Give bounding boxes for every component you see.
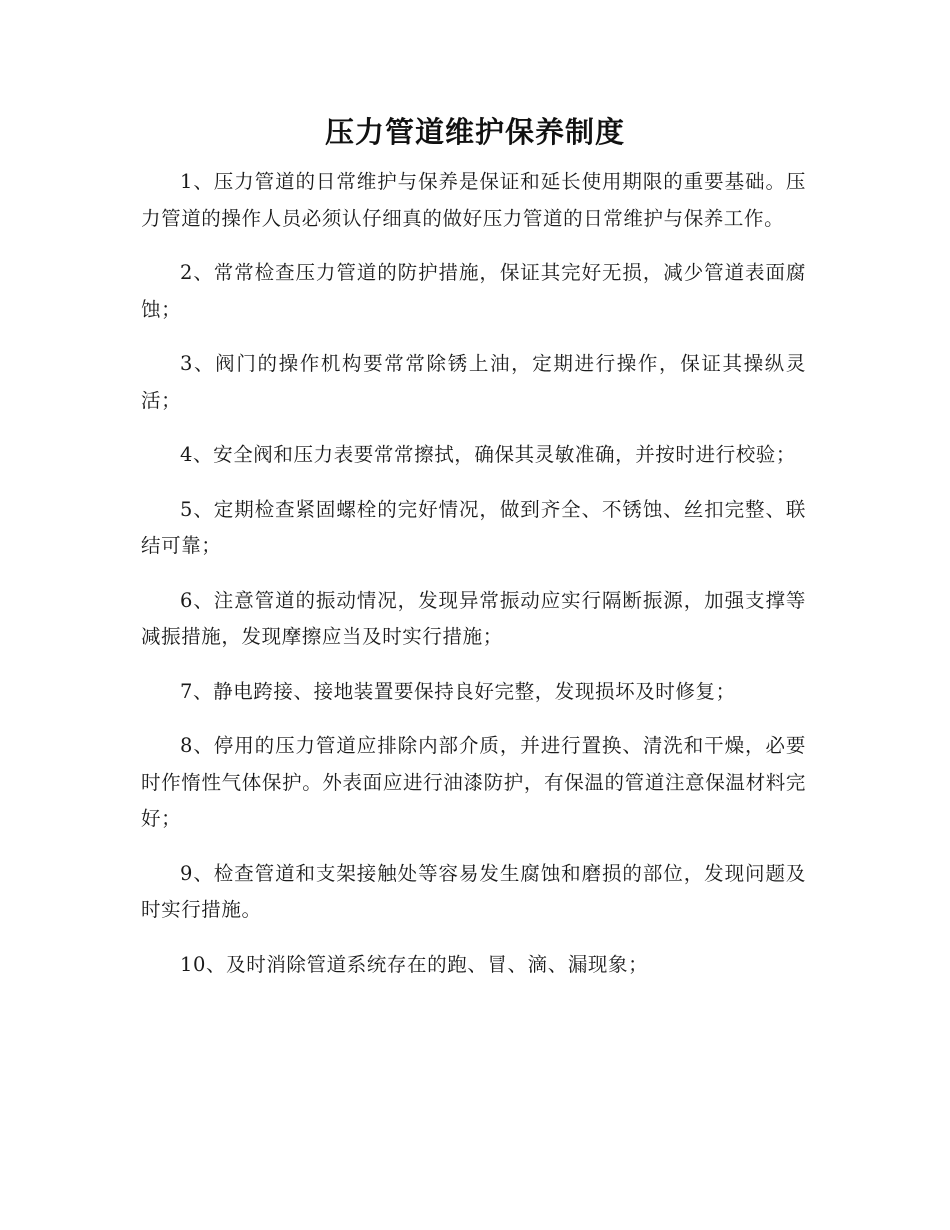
paragraph-9: 9、检查管道和支架接触处等容易发生腐蚀和磨损的部位，发现问题及时实行措施。 <box>141 861 806 921</box>
paragraph-5: 5、定期检查紧固螺栓的完好情况，做到齐全、不锈蚀、丝扣完整、联结可靠； <box>141 497 806 557</box>
paragraph-8: 8、停用的压力管道应排除内部介质，并进行置换、清洗和干燥，必要时作惰性气体保护。外表面应进行油漆防护，有保温的管道注意保温材料完好； <box>141 734 806 830</box>
paragraph-4: 4、安全阀和压力表要常常擦拭，确保其灵敏准确，并按时进行校验； <box>180 443 797 466</box>
paragraph-10: 10、及时消除管道系统存在的跑、冒、滴、漏现象； <box>180 952 649 976</box>
paragraph-2: 2、常常检查压力管道的防护措施，保证其完好无损，减少管道表面腐蚀； <box>141 261 806 321</box>
document-body <box>141 164 806 1001</box>
paragraph-1: 1、压力管道的日常维护与保养是保证和延长使用期限的重要基础。压力管道的操作人员必须认仔细真的做好压力管道的日常维护与保养工作。 <box>141 170 806 230</box>
paragraph-3: 3、阀门的操作机构要常常除锈上油，定期进行操作，保证其操纵灵活； <box>141 352 806 412</box>
paragraph-6: 6、注意管道的振动情况，发现异常振动应实行隔断振源，加强支撑等减振措施，发现摩擦应当及时实行措施； <box>141 588 806 648</box>
paragraph-7: 7、静电跨接、接地装置要保持良好完整，发现损坏及时修复； <box>180 679 736 703</box>
document-title: 压力管道维护保养制度 <box>324 115 625 149</box>
